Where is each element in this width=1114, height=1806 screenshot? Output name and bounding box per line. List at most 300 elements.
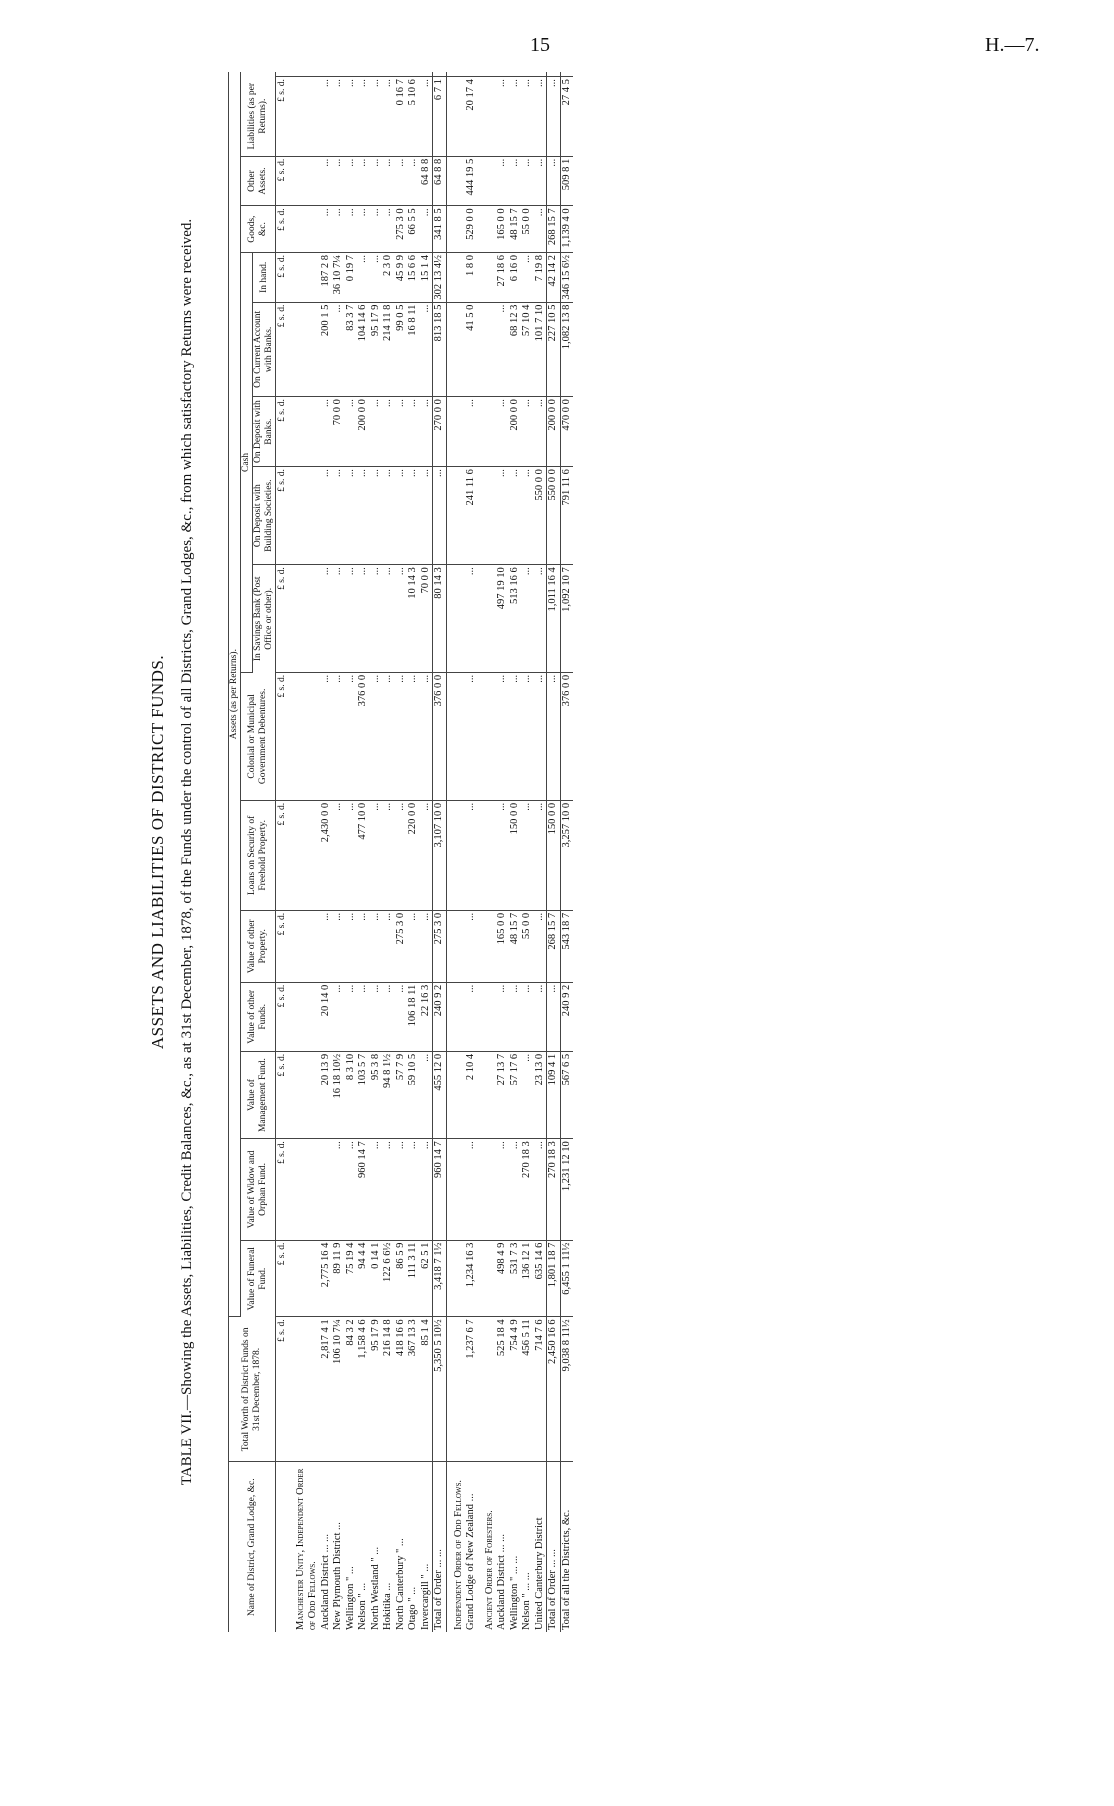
cell-other-prop: ...: [382, 910, 395, 982]
section-heading-row: [478, 72, 497, 1632]
cell-mgmt: 8 3 10: [345, 1051, 358, 1138]
table-row: [534, 72, 547, 1632]
cell-widow: 270 18 3: [521, 1139, 534, 1240]
cell-savings: ...: [370, 565, 383, 673]
cell-goods: 268 15 7: [547, 206, 561, 253]
empty-cell: [446, 156, 465, 206]
cell-inhand: 2 3 0: [382, 253, 395, 303]
row-name: Auckland District ... ...: [319, 1534, 331, 1630]
cell-current: 214 11 8: [382, 302, 395, 397]
cell-widow: ...: [534, 1139, 547, 1240]
cell-widow: ...: [370, 1139, 383, 1240]
cell-funeral: 122 6 6½: [382, 1240, 395, 1317]
cell-colonial: ...: [465, 672, 478, 800]
cell-savings: 1,011 16 4: [547, 565, 561, 673]
cell-building: ...: [395, 467, 408, 565]
cell-deposit: 200 0 0: [509, 397, 522, 467]
unit-label: £ s. d.: [276, 1240, 289, 1317]
empty-cell: [289, 672, 320, 800]
cell-savings: 513 16 6: [509, 565, 522, 673]
cell-liabilities: ...: [370, 77, 383, 157]
cell-inhand: 27 18 6: [496, 253, 509, 303]
cell-savings: 497 19 10: [496, 565, 509, 673]
unit-label: £ s. d.: [276, 302, 289, 397]
cell-current: 1,082 13 8: [560, 302, 573, 397]
cell-current: ...: [496, 302, 509, 397]
empty-cell: [289, 1317, 320, 1462]
row-name: Grand Lodge of New Zealand ...: [465, 1493, 476, 1630]
header-other-assets: Other Assets.: [241, 156, 276, 206]
cell-inhand: 36 10 7¼: [332, 253, 345, 303]
empty-cell: [478, 910, 497, 982]
cell-goods: ...: [370, 206, 383, 253]
unit-label: £ s. d.: [276, 1317, 289, 1462]
cell-building: ...: [332, 467, 345, 565]
cell-goods: 48 15 7: [509, 206, 522, 253]
table-row: [320, 72, 333, 1632]
cell-mgmt: 109 4 1: [547, 1051, 561, 1138]
cell-deposit: ...: [345, 397, 358, 467]
cell-other-funds: ...: [509, 982, 522, 1051]
empty-cell: [446, 72, 465, 77]
cell-funeral: 94 4 4: [357, 1240, 370, 1317]
cell-building: ...: [407, 467, 420, 565]
spacer-cell: [332, 72, 345, 77]
header-liabilities: Liabilities (as per Returns).: [241, 77, 276, 157]
cell-other-funds: ...: [345, 982, 358, 1051]
cell-mgmt: 57 7 9: [395, 1051, 408, 1138]
row-name: Otago " ...: [407, 1586, 418, 1630]
cell-mgmt: 103 5 7: [357, 1051, 370, 1138]
empty-cell: [446, 77, 465, 157]
cell-other-prop: 543 18 7: [560, 910, 573, 982]
cell-other-assets: ...: [395, 156, 408, 206]
empty-cell: [478, 156, 497, 206]
cell-loans: 3,107 10 0: [433, 800, 447, 910]
table-row: [370, 72, 383, 1632]
cell-current: 95 17 9: [370, 302, 383, 397]
row-name: Nelson " ...: [357, 1582, 368, 1630]
unit-label: £ s. d.: [276, 467, 289, 565]
section-title: Manchester Unity, Independent Order of Odd Fellows.: [294, 1468, 318, 1630]
cell-current: 227 10 5: [547, 302, 561, 397]
cell-funeral: 1,234 16 3: [465, 1240, 478, 1317]
cell-worth: 9,038 8 11½: [560, 1317, 573, 1462]
cell-deposit: ...: [320, 397, 333, 467]
cell-widow: ...: [465, 1139, 478, 1240]
cell-worth: 456 5 11: [521, 1317, 534, 1462]
empty-cell: [478, 1317, 497, 1462]
empty-cell: [289, 156, 320, 206]
cell-savings: ...: [320, 565, 333, 673]
cell-loans: ...: [395, 800, 408, 910]
cell-liabilities: ...: [332, 77, 345, 157]
empty-cell: [289, 1240, 320, 1317]
cell-other-prop: ...: [420, 910, 433, 982]
table-title: ASSETS AND LIABILITIES OF DISTRICT FUNDS.: [148, 654, 167, 1050]
cell-colonial: ...: [420, 672, 433, 800]
spacer-cell: [370, 72, 383, 77]
cell-savings: ...: [395, 565, 408, 673]
cell-liabilities: 20 17 4: [465, 77, 478, 157]
empty-cell: [478, 565, 497, 673]
cell-other-funds: 240 9 2: [560, 982, 573, 1051]
cell-loans: 150 0 0: [509, 800, 522, 910]
cell-other-funds: 106 18 11: [407, 982, 420, 1051]
cell-current: 200 1 5: [320, 302, 333, 397]
cell-current: 83 3 7: [345, 302, 358, 397]
unit-label: £ s. d.: [276, 800, 289, 910]
empty-cell: [446, 982, 465, 1051]
cell-building: ...: [345, 467, 358, 565]
empty-cell: [478, 77, 497, 157]
empty-cell: [289, 800, 320, 910]
cell-deposit: 200 0 0: [547, 397, 561, 467]
header-loans: Loans on Security of Freehold Property.: [241, 800, 276, 910]
cell-goods: ...: [420, 206, 433, 253]
page-code: H.—7.: [985, 34, 1040, 56]
spacer-cell: [276, 72, 289, 77]
cell-liabilities: ...: [320, 77, 333, 157]
cell-inhand: 7 19 8: [534, 253, 547, 303]
empty-cell: [478, 467, 497, 565]
cell-loans: ...: [496, 800, 509, 910]
cell-loans: 150 0 0: [547, 800, 561, 910]
cell-inhand: 6 16 0: [509, 253, 522, 303]
unit-label: £ s. d.: [276, 253, 289, 303]
cell-widow: ...: [395, 1139, 408, 1240]
cell-colonial: 376 0 0: [433, 672, 447, 800]
empty-cell: [478, 1139, 497, 1240]
cell-savings: ...: [357, 565, 370, 673]
assets-liabilities-table: [228, 72, 573, 1632]
section-heading-row: [289, 72, 320, 1632]
cell-deposit: 70 0 0: [332, 397, 345, 467]
section-heading-row: [446, 72, 465, 1632]
cell-funeral: 3,418 7 1½: [433, 1240, 447, 1317]
cell-funeral: 136 12 1: [521, 1240, 534, 1317]
unit-label: £ s. d.: [276, 156, 289, 206]
row-name: Total of all the Districts, &c.: [560, 1462, 573, 1632]
cell-other-assets: ...: [357, 156, 370, 206]
cell-worth: 754 4 9: [509, 1317, 522, 1462]
cell-other-prop: ...: [370, 910, 383, 982]
cell-colonial: ...: [332, 672, 345, 800]
cell-worth: 95 17 9: [370, 1317, 383, 1462]
cell-mgmt: ...: [420, 1051, 433, 1138]
cell-inhand: 302 13 4½: [433, 253, 447, 303]
unit-label: £ s. d.: [276, 77, 289, 157]
cell-deposit: 270 0 0: [433, 397, 447, 467]
spacer-cell: [320, 72, 333, 77]
cell-inhand: ...: [357, 253, 370, 303]
cell-loans: ...: [534, 800, 547, 910]
cell-goods: ...: [357, 206, 370, 253]
cell-deposit: ...: [407, 397, 420, 467]
header-building: On Deposit with Building Societies.: [253, 467, 276, 565]
empty-cell: [289, 910, 320, 982]
cell-current: 813 18 5: [433, 302, 447, 397]
spacer-cell: [547, 72, 561, 77]
cell-widow: ...: [496, 1139, 509, 1240]
cell-current: ...: [420, 302, 433, 397]
cell-funeral: 6,455 1 11½: [560, 1240, 573, 1317]
cell-widow: ...: [382, 1139, 395, 1240]
cell-colonial: ...: [320, 672, 333, 800]
header-colonial: Colonial or Municipal Government Debentures.: [241, 672, 276, 800]
cell-widow: ...: [509, 1139, 522, 1240]
row-name: Total of Order ... ...: [433, 1462, 447, 1632]
cell-mgmt: 16 18 10½: [332, 1051, 345, 1138]
row-name: Hokitika ...: [382, 1582, 393, 1630]
cell-funeral: 0 14 1: [370, 1240, 383, 1317]
cell-funeral: 75 19 4: [345, 1240, 358, 1317]
cell-building: ...: [370, 467, 383, 565]
unit-label: £ s. d.: [276, 672, 289, 800]
cell-other-assets: ...: [320, 156, 333, 206]
cell-liabilities: ...: [345, 77, 358, 157]
cell-liabilities: ...: [521, 77, 534, 157]
cell-worth: 106 10 7¼: [332, 1317, 345, 1462]
spacer-cell: [420, 72, 433, 77]
cell-colonial: ...: [395, 672, 408, 800]
cell-funeral: 89 11 9: [332, 1240, 345, 1317]
cell-inhand: 42 14 2: [547, 253, 561, 303]
empty-cell: [446, 1240, 465, 1317]
cell-inhand: 346 15 6½: [560, 253, 573, 303]
empty-cell: [289, 206, 320, 253]
header-cash-group: Cash: [241, 253, 253, 673]
cell-other-funds: ...: [382, 982, 395, 1051]
cell-other-assets: ...: [496, 156, 509, 206]
empty-cell: [446, 800, 465, 910]
cell-liabilities: 27 4 5: [560, 77, 573, 157]
cell-colonial: ...: [521, 672, 534, 800]
header-worth: Total Worth of District Funds on 31st December, 1878.: [229, 1317, 276, 1462]
cell-colonial: ...: [509, 672, 522, 800]
empty-cell: [446, 1317, 465, 1462]
cell-loans: ...: [420, 800, 433, 910]
cell-widow: [320, 1139, 333, 1240]
empty-cell: [446, 302, 465, 397]
cell-other-prop: 165 0 0: [496, 910, 509, 982]
empty-cell: [289, 982, 320, 1051]
unit-label: £ s. d.: [276, 910, 289, 982]
cell-worth: 714 7 6: [534, 1317, 547, 1462]
cell-loans: ...: [370, 800, 383, 910]
cell-mgmt: 95 3 8: [370, 1051, 383, 1138]
units-row: [276, 72, 289, 1632]
cell-mgmt: 27 13 7: [496, 1051, 509, 1138]
cell-deposit: 200 0 0: [357, 397, 370, 467]
cell-funeral: 86 5 9: [395, 1240, 408, 1317]
cell-colonial: 376 0 0: [357, 672, 370, 800]
cell-funeral: 2,775 16 4: [320, 1240, 333, 1317]
table-row: [420, 72, 433, 1632]
cell-other-prop: ...: [534, 910, 547, 982]
empty-cell: [478, 1240, 497, 1317]
cell-colonial: 376 0 0: [560, 672, 573, 800]
header-funeral: Value of Funeral Fund.: [241, 1240, 276, 1317]
header-goods: Goods, &c.: [241, 206, 276, 253]
cell-colonial: ...: [345, 672, 358, 800]
cell-savings: 1,092 10 7: [560, 565, 573, 673]
cell-other-funds: ...: [370, 982, 383, 1051]
cell-building: ...: [509, 467, 522, 565]
empty-cell: [478, 397, 497, 467]
cell-other-prop: 268 15 7: [547, 910, 561, 982]
cell-funeral: 111 3 11: [407, 1240, 420, 1317]
spacer-cell: [382, 72, 395, 77]
empty-cell: [478, 253, 497, 303]
cell-worth: 367 13 3: [407, 1317, 420, 1462]
cell-widow: ...: [332, 1139, 345, 1240]
cell-building: 241 11 6: [465, 467, 478, 565]
cell-savings: ...: [382, 565, 395, 673]
cell-liabilities: ...: [496, 77, 509, 157]
table-row: [332, 72, 345, 1632]
cell-goods: 165 0 0: [496, 206, 509, 253]
header-savings: In Savings Bank (Post Office or other).: [253, 565, 276, 673]
cell-other-prop: 275 3 0: [395, 910, 408, 982]
spacer-cell: [534, 72, 547, 77]
cell-liabilities: 5 10 6: [407, 77, 420, 157]
header-assets-group: Assets (as per Returns).: [229, 72, 241, 1317]
row-name: Wellington " ... ...: [508, 1555, 520, 1630]
cell-colonial: ...: [534, 672, 547, 800]
cell-building: ...: [496, 467, 509, 565]
cell-other-prop: 275 3 0: [433, 910, 447, 982]
header-mgmt: Value of Management Fund.: [241, 1051, 276, 1138]
cell-other-funds: ...: [521, 982, 534, 1051]
cell-other-assets: 64 8 8: [433, 156, 447, 206]
empty-cell: [478, 800, 497, 910]
cell-worth: 525 18 4: [496, 1317, 509, 1462]
empty-cell: [446, 397, 465, 467]
cell-current: 104 14 6: [357, 302, 370, 397]
cell-other-assets: ...: [509, 156, 522, 206]
cell-other-assets: ...: [345, 156, 358, 206]
cell-worth: 1,158 4 6: [357, 1317, 370, 1462]
cell-mgmt: 2 10 4: [465, 1051, 478, 1138]
cell-building: ...: [320, 467, 333, 565]
cell-mgmt: 57 17 6: [509, 1051, 522, 1138]
cell-liabilities: 6 7 1: [433, 77, 447, 157]
cell-current: 68 12 3: [509, 302, 522, 397]
units-name-cell: [276, 1462, 289, 1632]
cell-deposit: ...: [521, 397, 534, 467]
spacer-cell: [345, 72, 358, 77]
cell-mgmt: 94 8 1½: [382, 1051, 395, 1138]
cell-inhand: 45 9 9: [395, 253, 408, 303]
cell-widow: 1,231 12 10: [560, 1139, 573, 1240]
empty-cell: [446, 672, 465, 800]
table-caption: TABLE VII.—Showing the Assets, Liabilities, Credit Balances, &c., as at 31st December, 1878, of the Funds under the control of all Districts, Grand Lodges, &c., from which satisfactory Returns were received.: [179, 218, 195, 1486]
cell-loans: ...: [382, 800, 395, 910]
cell-loans: 477 10 0: [357, 800, 370, 910]
cell-goods: 529 0 0: [465, 206, 478, 253]
cell-current: 57 10 4: [521, 302, 534, 397]
cell-loans: ...: [521, 800, 534, 910]
cell-current: 99 0 5: [395, 302, 408, 397]
cell-other-prop: 48 15 7: [509, 910, 522, 982]
cell-worth: 1,237 6 7: [465, 1317, 478, 1462]
cell-liabilities: 0 16 7: [395, 77, 408, 157]
row-name: Invercargill " ...: [419, 1563, 431, 1630]
cell-building: ...: [382, 467, 395, 565]
cell-savings: 70 0 0: [420, 565, 433, 673]
empty-cell: [478, 672, 497, 800]
empty-cell: [289, 77, 320, 157]
cell-current: 16 8 11: [407, 302, 420, 397]
cell-worth: 84 3 2: [345, 1317, 358, 1462]
cell-savings: 80 14 3: [433, 565, 447, 673]
table-row: [407, 72, 420, 1632]
empty-cell: [478, 206, 497, 253]
row-name: Total of Order ... ...: [547, 1462, 561, 1632]
cell-savings: ...: [332, 565, 345, 673]
cell-other-prop: ...: [332, 910, 345, 982]
cell-inhand: 187 2 8: [320, 253, 333, 303]
cell-building: ...: [357, 467, 370, 565]
page-number: 15: [530, 34, 550, 56]
spacer-cell: [407, 72, 420, 77]
cell-mgmt: ...: [521, 1051, 534, 1138]
empty-cell: [289, 565, 320, 673]
cell-goods: 341 8 5: [433, 206, 447, 253]
cell-other-funds: ...: [534, 982, 547, 1051]
empty-cell: [446, 910, 465, 982]
unit-label: £ s. d.: [276, 206, 289, 253]
cell-goods: 1,139 4 0: [560, 206, 573, 253]
cell-inhand: 15 1 4: [420, 253, 433, 303]
empty-cell: [289, 302, 320, 397]
cell-other-funds: ...: [395, 982, 408, 1051]
cell-liabilities: ...: [509, 77, 522, 157]
cell-goods: 275 3 0: [395, 206, 408, 253]
table-row: [382, 72, 395, 1632]
cell-worth: 418 16 6: [395, 1317, 408, 1462]
cell-inhand: ...: [521, 253, 534, 303]
cell-colonial: ...: [370, 672, 383, 800]
section-title: Ancient Order of Foresters.: [483, 1510, 495, 1630]
grand-total-row: [560, 72, 573, 1632]
cell-deposit: 470 0 0: [560, 397, 573, 467]
cell-liabilities: ...: [547, 77, 561, 157]
cell-goods: ...: [332, 206, 345, 253]
cell-other-funds: ...: [332, 982, 345, 1051]
cell-other-assets: ...: [547, 156, 561, 206]
cell-colonial: ...: [382, 672, 395, 800]
cell-building: 550 0 0: [534, 467, 547, 565]
cell-deposit: ...: [382, 397, 395, 467]
cell-savings: ...: [465, 565, 478, 673]
cell-loans: 220 0 0: [407, 800, 420, 910]
cell-goods: 55 0 0: [521, 206, 534, 253]
cell-liabilities: ...: [420, 77, 433, 157]
spacer-cell: [433, 72, 447, 77]
cell-goods: 66 5 5: [407, 206, 420, 253]
empty-cell: [446, 565, 465, 673]
cell-savings: ...: [345, 565, 358, 673]
cell-loans: 2,430 0 0: [320, 800, 333, 910]
empty-cell: [478, 72, 497, 77]
cell-other-prop: ...: [407, 910, 420, 982]
cell-other-assets: ...: [382, 156, 395, 206]
spacer-cell: [395, 72, 408, 77]
cell-other-prop: ...: [357, 910, 370, 982]
cell-inhand: 1 8 0: [465, 253, 478, 303]
